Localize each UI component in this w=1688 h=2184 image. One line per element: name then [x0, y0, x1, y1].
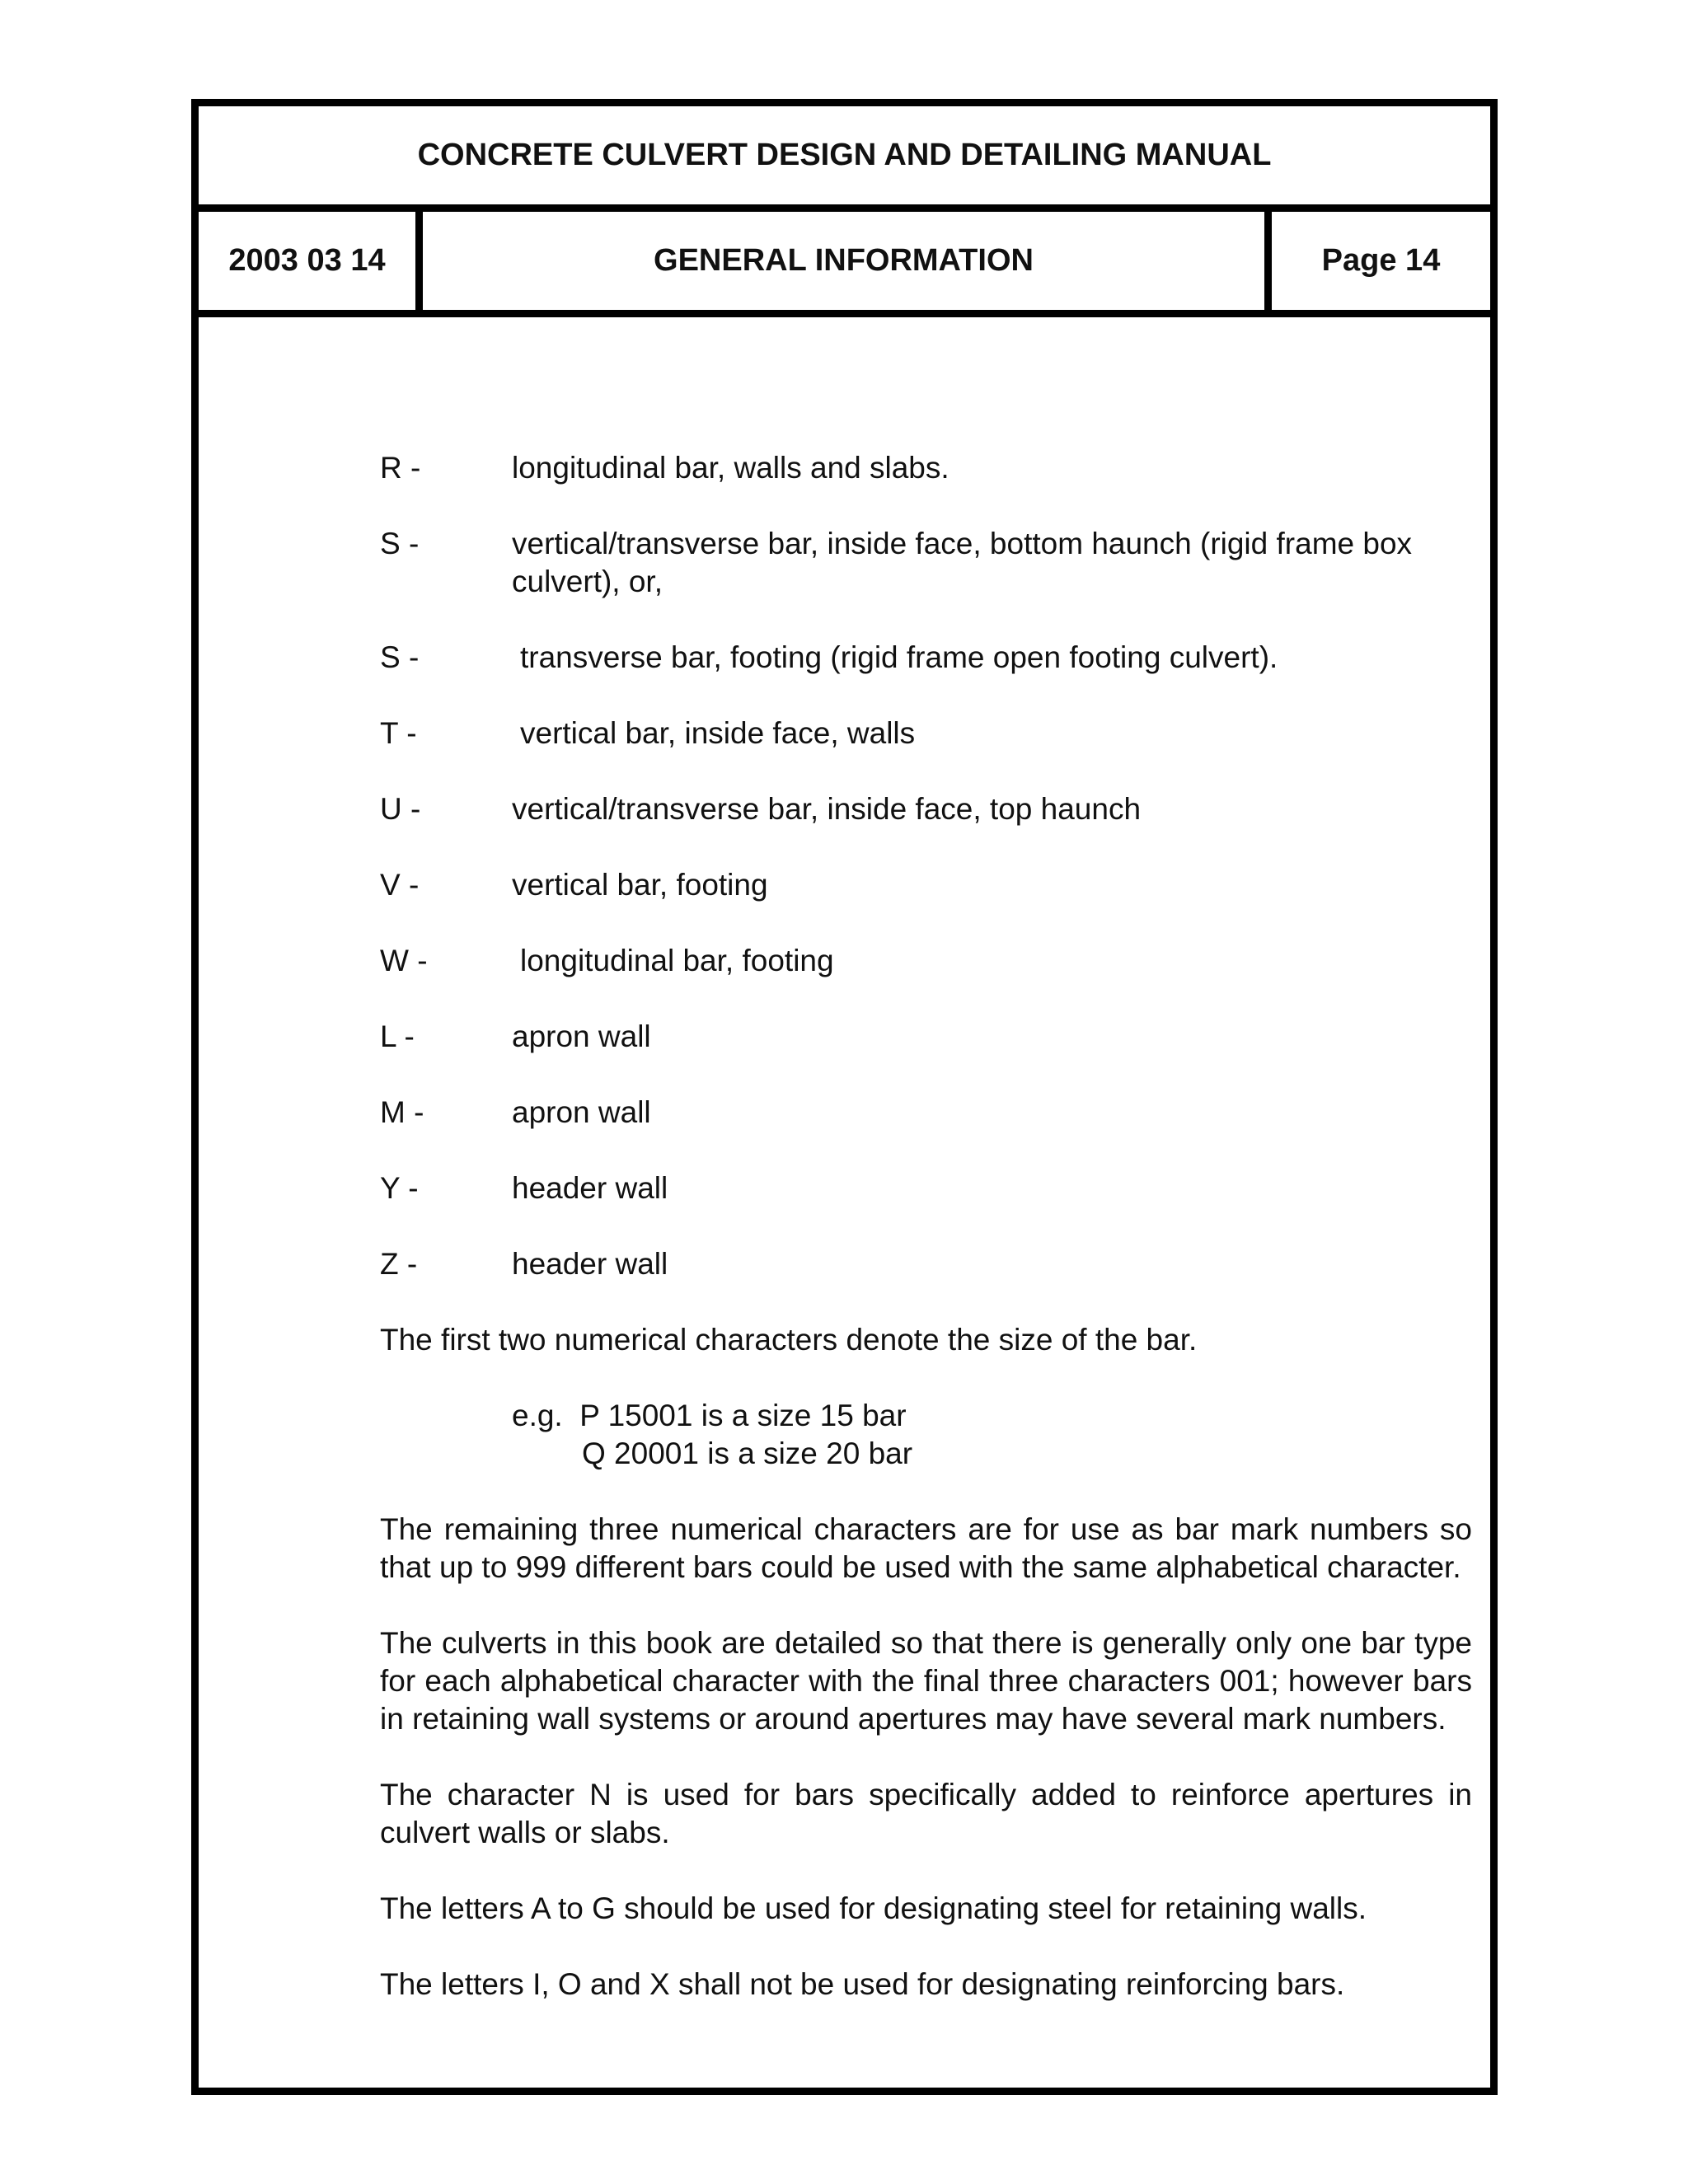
legend-description: longitudinal bar, footing [520, 944, 834, 977]
legend-description: vertical bar, inside face, walls [520, 716, 916, 750]
letters-a-g-paragraph: The letters A to G should be used for designating steel for retaining walls. [380, 1891, 1367, 1925]
legend-description: vertical bar, footing [512, 868, 768, 902]
legend-item-y [380, 1169, 1472, 1207]
legend-letter: S - [380, 527, 420, 560]
page-frame [191, 99, 1498, 2095]
legend-description: longitudinal bar, walls and slabs. [512, 451, 950, 485]
example-line-2: Q 20001 is a size 20 bar [582, 1436, 913, 1470]
legend-description: transverse bar, footing (rigid frame open footing culvert). [520, 640, 1278, 674]
legend-description: header wall [512, 1171, 668, 1205]
legend-letter: S - [380, 640, 420, 674]
legend-letter: W - [380, 944, 428, 977]
content-body [380, 317, 1472, 2041]
page-number: Page 14 [1321, 243, 1441, 278]
legend-item-u [380, 790, 1472, 828]
legend-letter: V - [380, 868, 420, 902]
size-note-paragraph: The first two numerical characters denote the size of the bar. [380, 1323, 1198, 1357]
legend-description: vertical/transverse bar, inside face, top haunch [512, 792, 1142, 826]
remaining-chars-paragraph: The remaining three numerical characters are for use as bar mark numbers so that up to 999 different bars could be used with the same alphabetical character. [380, 1512, 1472, 1584]
legend-letter: T - [380, 716, 417, 750]
legend-letter: M - [380, 1095, 424, 1129]
legend-item-t [380, 715, 1472, 752]
character-n-paragraph: The character N is used for bars specifically added to reinforce apertures in culvert walls or slabs. [380, 1778, 1472, 1849]
section-title: GENERAL INFORMATION [423, 212, 1272, 310]
legend-letter: R - [380, 451, 421, 485]
manual-title: CONCRETE CULVERT DESIGN AND DETAILING MANUAL [199, 106, 1490, 212]
legend-item-m [380, 1094, 1472, 1132]
legend-letter: Y - [380, 1171, 419, 1205]
legend-item-s [380, 525, 1472, 601]
legend-letter: L - [380, 1019, 415, 1053]
legend-letter: Z - [380, 1247, 418, 1281]
legend-item-z [380, 1245, 1472, 1283]
legend-item-s-footing [380, 639, 1472, 677]
example-block [512, 1397, 1472, 1473]
culverts-detail-paragraph: The culverts in this book are detailed so that there is generally only one bar type for each alphabetical character with the final three characters 001; however bars in retaining wall systems or around apertures may have several mark numbers. [380, 1626, 1472, 1736]
example-line-1: e.g. P 15001 is a size 15 bar [512, 1399, 907, 1432]
legend-description: apron wall [512, 1019, 651, 1053]
header-row [199, 212, 1490, 317]
legend-description: vertical/transverse bar, inside face, bottom haunch (rigid frame box culvert), or, [512, 527, 1413, 598]
letters-iox-paragraph: The letters I, O and X shall not be used for designating reinforcing bars. [380, 1967, 1345, 2001]
legend-letter: U - [380, 792, 421, 826]
legend-item-r [380, 449, 1472, 487]
legend-description: header wall [512, 1247, 668, 1281]
date-cell: 2003 03 14 [199, 212, 423, 310]
legend-item-v [380, 866, 1472, 904]
legend-item-l [380, 1018, 1472, 1056]
legend-item-w [380, 942, 1472, 980]
legend-description: apron wall [512, 1095, 651, 1129]
